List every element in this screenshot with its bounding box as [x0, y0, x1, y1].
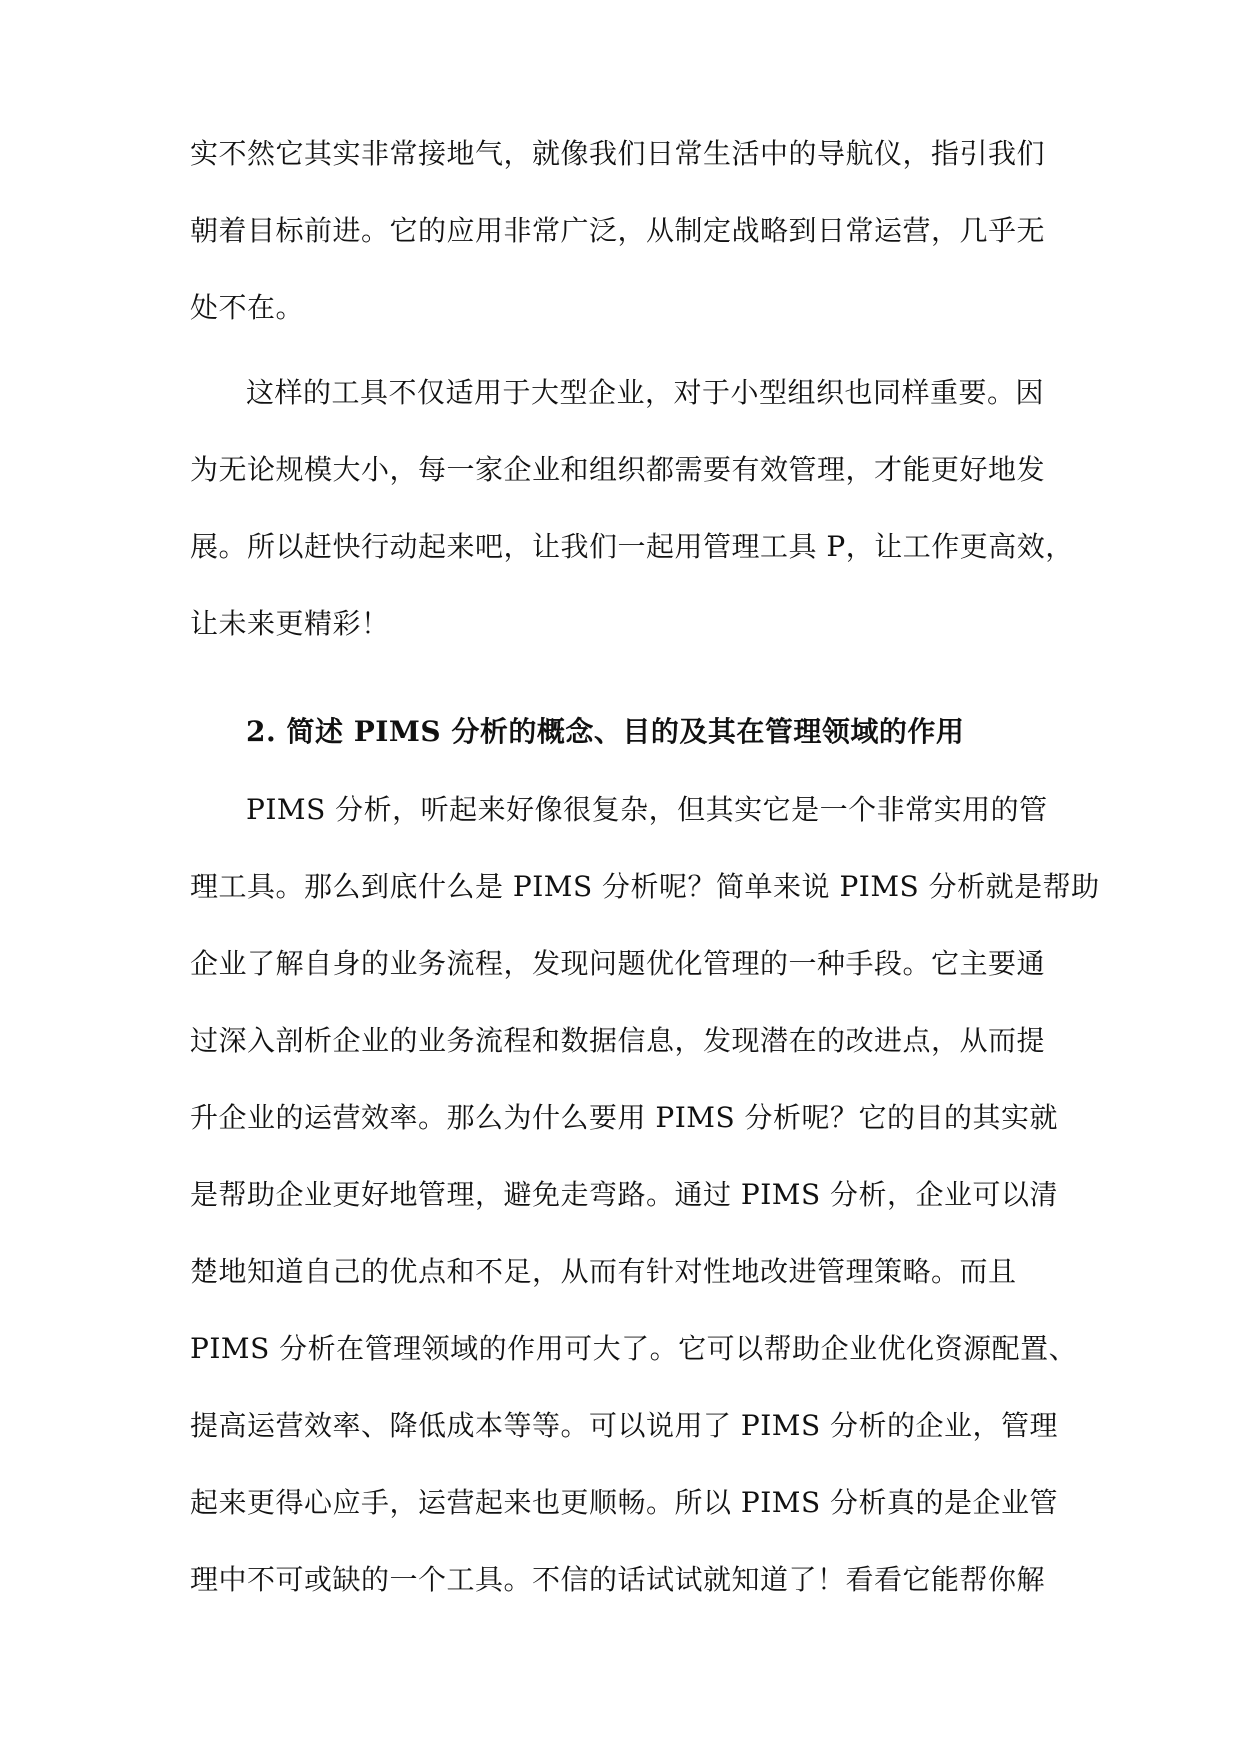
paragraph-2-line-2: 为无论规模大小，每一家企业和组织都需要有效管理，才能更好地发	[190, 453, 1046, 486]
paragraph-3-line-8: PIMS 分析在管理领域的作用可大了。它可以帮助企业优化资源配置、	[190, 1332, 1078, 1365]
paragraph-3-line-3: 企业了解自身的业务流程，发现问题优化管理的一种手段。它主要通	[190, 947, 1046, 980]
section-heading: 2. 简述 PIMS 分析的概念、目的及其在管理领域的作用	[246, 715, 965, 748]
paragraph-3-line-5: 升企业的运营效率。那么为什么要用 PIMS 分析呢？它的目的其实就	[190, 1101, 1059, 1134]
paragraph-2-line-4: 让未来更精彩！	[190, 607, 390, 640]
paragraph-3-line-2: 理工具。那么到底什么是 PIMS 分析呢？简单来说 PIMS 分析就是帮助	[190, 870, 1100, 903]
paragraph-3-line-4: 过深入剖析企业的业务流程和数据信息，发现潜在的改进点，从而提	[190, 1024, 1046, 1057]
paragraph-3-line-6: 是帮助企业更好地管理，避免走弯路。通过 PIMS 分析，企业可以清	[190, 1178, 1059, 1211]
paragraph-2-line-3: 展。所以赶快行动起来吧，让我们一起用管理工具 P，让工作更高效，	[190, 530, 1074, 563]
paragraph-3-line-11: 理中不可或缺的一个工具。不信的话试试就知道了！看看它能帮你解	[190, 1563, 1046, 1596]
paragraph-2-line-1: 这样的工具不仅适用于大型企业，对于小型组织也同样重要。因	[246, 376, 1045, 409]
paragraph-3-line-10: 起来更得心应手，运营起来也更顺畅。所以 PIMS 分析真的是企业管	[190, 1486, 1059, 1519]
paragraph-1-line-3: 处不在。	[190, 291, 305, 324]
paragraph-3-line-7: 楚地知道自己的优点和不足，从而有针对性地改进管理策略。而且	[190, 1255, 1017, 1288]
paragraph-3-line-1: PIMS 分析，听起来好像很复杂，但其实它是一个非常实用的管	[246, 793, 1048, 826]
paragraph-1-line-2: 朝着目标前进。它的应用非常广泛，从制定战略到日常运营，几乎无	[190, 214, 1046, 247]
paragraph-1-line-1: 实不然它其实非常接地气，就像我们日常生活中的导航仪，指引我们	[190, 137, 1046, 170]
paragraph-3-line-9: 提高运营效率、降低成本等等。可以说用了 PIMS 分析的企业，管理	[190, 1409, 1059, 1442]
